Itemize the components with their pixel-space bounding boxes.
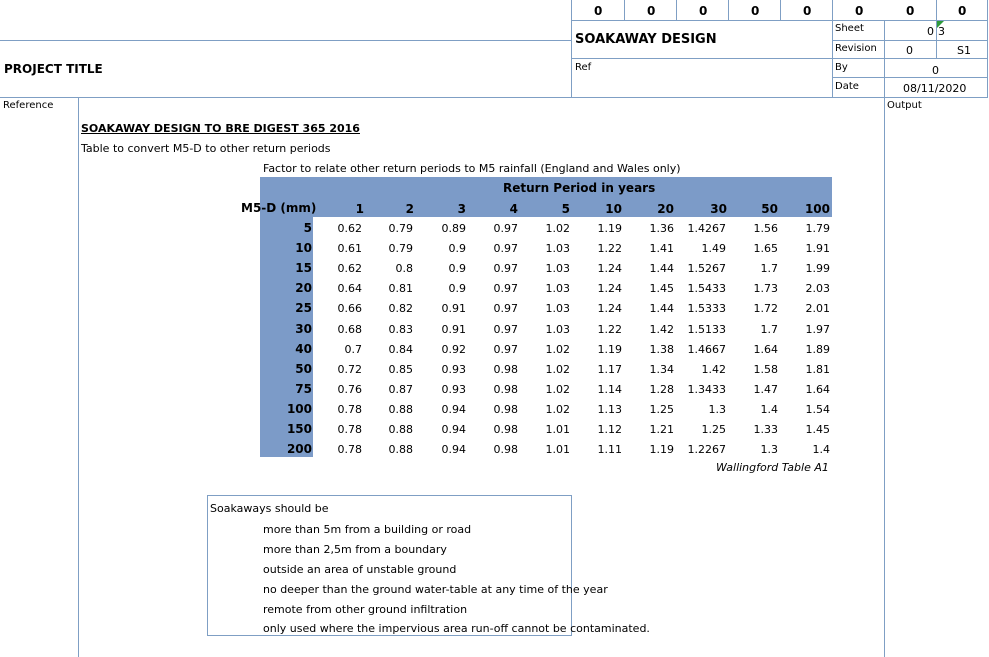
factor-cell[interactable]: 1.7 [760, 262, 778, 275]
factor-cell[interactable]: 0.89 [441, 222, 466, 235]
factor-cell[interactable]: 1.33 [753, 423, 778, 436]
factor-cell[interactable]: 0.72 [337, 363, 362, 376]
factor-cell[interactable]: 0.88 [388, 443, 413, 456]
by-label: By [835, 62, 848, 73]
factor-cell[interactable]: 1.81 [805, 363, 830, 376]
factor-cell[interactable]: 1.03 [545, 323, 570, 336]
factor-cell[interactable]: 1.25 [701, 423, 726, 436]
factor-cell[interactable]: 0.98 [493, 443, 518, 456]
factor-cell[interactable]: 0.94 [441, 443, 466, 456]
factor-cell[interactable]: 0.81 [388, 282, 413, 295]
factor-cell[interactable]: 1.91 [805, 242, 830, 255]
factor-cell[interactable]: 1.3433 [687, 383, 726, 396]
row-m5d-label: 200 [286, 442, 312, 456]
factor-cell[interactable]: 1.25 [649, 403, 674, 416]
factor-cell[interactable]: 0.88 [388, 403, 413, 416]
revision-value-b[interactable]: S1 [957, 44, 971, 57]
counter-sep [728, 0, 729, 20]
soakaway-rule: more than 5m from a building or road [263, 523, 472, 536]
factor-cell[interactable]: 0.78 [337, 403, 362, 416]
counter-sep [936, 0, 937, 20]
row-m5d-label: 50 [295, 362, 312, 376]
factor-cell[interactable]: 0.91 [441, 302, 466, 315]
counter-cell: 0 [699, 4, 708, 18]
factor-cell[interactable]: 1.64 [805, 383, 830, 396]
factor-cell[interactable]: 1.49 [701, 242, 726, 255]
reference-label: Reference [3, 100, 54, 111]
factor-cell[interactable]: 1.5333 [687, 302, 726, 315]
section-title: SOAKAWAY DESIGN TO BRE DIGEST 365 2016 [81, 122, 360, 135]
factor-cell[interactable]: 1.28 [649, 383, 674, 396]
factor-cell[interactable]: 0.64 [337, 282, 362, 295]
factor-cell[interactable]: 1.45 [805, 423, 830, 436]
factor-cell[interactable]: 1.01 [545, 423, 570, 436]
factor-cell[interactable]: 0.97 [493, 242, 518, 255]
titleblock-right-border [987, 0, 988, 97]
factor-cell[interactable]: 0.76 [337, 383, 362, 396]
factor-cell[interactable]: 1.65 [753, 242, 778, 255]
factor-cell[interactable]: 1.19 [597, 343, 622, 356]
factor-cell[interactable]: 0.97 [493, 323, 518, 336]
factor-cell[interactable]: 1.42 [649, 323, 674, 336]
counter-cell: 0 [647, 4, 656, 18]
factor-cell[interactable]: 0.97 [493, 302, 518, 315]
factor-cell[interactable]: 0.9 [448, 262, 466, 275]
m5d-header: M5-D (mm) [241, 201, 317, 215]
factor-cell[interactable]: 1.3 [760, 443, 778, 456]
sheet-value-b[interactable]: 3 [938, 25, 945, 38]
factor-cell[interactable]: 1.38 [649, 343, 674, 356]
factor-cell[interactable]: 0.98 [493, 363, 518, 376]
row-m5d-label: 100 [286, 402, 312, 416]
titleblock-row-rule [832, 77, 988, 78]
factor-cell[interactable]: 1.14 [597, 383, 622, 396]
column-header: 10 [605, 202, 622, 216]
factor-cell[interactable]: 1.17 [597, 363, 622, 376]
factor-cell[interactable]: 1.58 [753, 363, 778, 376]
factor-cell[interactable]: 1.03 [545, 242, 570, 255]
factor-cell[interactable]: 1.45 [649, 282, 674, 295]
factor-cell[interactable]: 0.88 [388, 423, 413, 436]
row-m5d-label: 150 [286, 422, 312, 436]
row-m5d-label: 20 [295, 281, 312, 295]
factor-cell[interactable]: 0.87 [388, 383, 413, 396]
titleblock-row-rule [832, 40, 988, 41]
factor-cell[interactable]: 1.03 [545, 302, 570, 315]
factor-cell[interactable]: 1.03 [545, 282, 570, 295]
column-header: 1 [355, 202, 364, 216]
counter-sep [624, 0, 625, 20]
counter-cell: 0 [751, 4, 760, 18]
factor-cell[interactable]: 1.03 [545, 262, 570, 275]
factor-cell[interactable]: 1.02 [545, 403, 570, 416]
column-header: 4 [509, 202, 518, 216]
factor-cell[interactable]: 0.94 [441, 423, 466, 436]
factor-cell[interactable]: 1.19 [597, 222, 622, 235]
soakaway-rule: no deeper than the ground water-table at any time of the year [263, 583, 608, 596]
factor-cell[interactable]: 0.97 [493, 262, 518, 275]
soakaway-rule: only used where the impervious area run-off cannot be contaminated. [263, 622, 650, 635]
factor-cell[interactable]: 0.98 [493, 423, 518, 436]
counter-sep [676, 0, 677, 20]
factor-cell[interactable]: 1.11 [597, 443, 622, 456]
factor-cell[interactable]: 1.36 [649, 222, 674, 235]
table-caption: Factor to relate other return periods to M5 rainfall (England and Wales only) [263, 162, 681, 175]
sheet-label: Sheet [835, 23, 864, 34]
factor-cell[interactable]: 1.02 [545, 343, 570, 356]
date-value[interactable]: 08/11/2020 [903, 82, 967, 95]
factor-cell[interactable]: 0.93 [441, 363, 466, 376]
ref-label: Ref [575, 62, 592, 73]
factor-cell[interactable]: 1.4 [812, 443, 830, 456]
factor-cell[interactable]: 0.91 [441, 323, 466, 336]
factor-cell[interactable]: 1.7 [760, 323, 778, 336]
factor-cell[interactable]: 0.94 [441, 403, 466, 416]
table-source: Wallingford Table A1 [716, 461, 829, 474]
counter-cell: 0 [803, 4, 812, 18]
factor-cell[interactable]: 1.2267 [687, 443, 726, 456]
counter-sep [780, 0, 781, 20]
factor-cell[interactable]: 1.47 [753, 383, 778, 396]
titleblock-divider [832, 0, 833, 97]
factor-cell[interactable]: 1.5133 [687, 323, 726, 336]
row-m5d-label: 5 [303, 221, 312, 235]
factor-cell[interactable]: 0.98 [493, 403, 518, 416]
row-m5d-label: 75 [295, 382, 312, 396]
factor-cell[interactable]: 1.12 [597, 423, 622, 436]
return-period-header: Return Period in years [503, 181, 656, 195]
factor-cell[interactable]: 0.84 [388, 343, 413, 356]
factor-cell[interactable]: 1.41 [649, 242, 674, 255]
counter-cell: 0 [594, 4, 603, 18]
factor-cell[interactable]: 1.22 [597, 242, 622, 255]
factor-cell[interactable]: 0.79 [388, 222, 413, 235]
factor-cell[interactable]: 1.56 [753, 222, 778, 235]
factor-cell[interactable]: 1.73 [753, 282, 778, 295]
factor-cell[interactable]: 0.92 [441, 343, 466, 356]
factor-cell[interactable]: 2.01 [805, 302, 830, 315]
factor-cell[interactable]: 1.44 [649, 302, 674, 315]
factor-cell[interactable]: 1.24 [597, 262, 622, 275]
soakaway-rule: remote from other ground infiltration [263, 603, 468, 616]
factor-cell[interactable]: 0.93 [441, 383, 466, 396]
factor-cell[interactable]: 1.72 [753, 302, 778, 315]
factor-cell[interactable]: 1.21 [649, 423, 674, 436]
column-header: 30 [710, 202, 727, 216]
factor-cell[interactable]: 1.42 [701, 363, 726, 376]
factor-cell[interactable]: 0.68 [337, 323, 362, 336]
date-label: Date [835, 81, 859, 92]
reference-column-rule [78, 97, 79, 657]
counter-cell: 0 [906, 4, 915, 18]
section-subtitle: Table to convert M5-D to other return periods [81, 142, 331, 155]
factor-cell[interactable]: 1.02 [545, 222, 570, 235]
factor-cell[interactable]: 1.5433 [687, 282, 726, 295]
factor-cell[interactable]: 1.24 [597, 302, 622, 315]
sheet-value-a[interactable]: 0 [927, 25, 934, 38]
project-title: PROJECT TITLE [4, 62, 103, 76]
factor-cell[interactable]: 1.34 [649, 363, 674, 376]
column-header: 5 [561, 202, 570, 216]
factor-cell[interactable]: 0.61 [337, 242, 362, 255]
factor-cell[interactable]: 1.54 [805, 403, 830, 416]
factor-cell[interactable]: 1.02 [545, 363, 570, 376]
factor-cell[interactable]: 1.13 [597, 403, 622, 416]
factor-cell[interactable]: 0.97 [493, 282, 518, 295]
factor-cell[interactable]: 0.78 [337, 423, 362, 436]
factor-cell[interactable]: 1.4267 [687, 222, 726, 235]
column-header: 50 [761, 202, 778, 216]
factor-cell[interactable]: 0.9 [448, 242, 466, 255]
counter-cell: 0 [958, 4, 967, 18]
factor-cell[interactable]: 1.79 [805, 222, 830, 235]
row-m5d-label: 40 [295, 342, 312, 356]
revision-value-a[interactable]: 0 [906, 44, 913, 57]
titleblock-top-rule [571, 20, 988, 21]
revision-label: Revision [835, 43, 877, 54]
column-header: 20 [657, 202, 674, 216]
factor-cell[interactable]: 0.66 [337, 302, 362, 315]
row-m5d-label: 25 [295, 301, 312, 315]
factor-cell[interactable]: 1.89 [805, 343, 830, 356]
factor-cell[interactable]: 0.83 [388, 323, 413, 336]
factor-cell[interactable]: 0.7 [344, 343, 362, 356]
factor-cell[interactable]: 1.22 [597, 323, 622, 336]
factor-cell[interactable]: 1.97 [805, 323, 830, 336]
factor-cell[interactable]: 0.62 [337, 262, 362, 275]
column-header: 2 [405, 202, 414, 216]
factor-cell[interactable]: 1.19 [649, 443, 674, 456]
factor-cell[interactable]: 2.03 [805, 282, 830, 295]
factor-cell[interactable]: 0.85 [388, 363, 413, 376]
counter-cell: 0 [855, 4, 864, 18]
factor-cell[interactable]: 0.9 [448, 282, 466, 295]
factor-cell[interactable]: 0.97 [493, 343, 518, 356]
factor-cell[interactable]: 0.97 [493, 222, 518, 235]
factor-cell[interactable]: 1.64 [753, 343, 778, 356]
titleblock-left-border [571, 0, 572, 97]
factor-cell[interactable]: 1.4667 [687, 343, 726, 356]
factor-cell[interactable]: 1.99 [805, 262, 830, 275]
titleblock-mid-rule [0, 40, 571, 41]
factor-cell[interactable]: 0.8 [395, 262, 413, 275]
column-header-row [0, 198, 989, 216]
factor-cell[interactable]: 1.44 [649, 262, 674, 275]
output-column-rule [884, 97, 885, 657]
comment-marker-icon[interactable] [937, 21, 944, 28]
soakaway-rule: more than 2,5m from a boundary [263, 543, 447, 556]
row-m5d-label: 15 [295, 261, 312, 275]
factor-cell[interactable]: 1.3 [708, 403, 726, 416]
soakaway-rule: outside an area of unstable ground [263, 563, 457, 576]
titleblock-bottom-rule [0, 97, 988, 98]
output-label: Output [887, 100, 922, 111]
factor-cell[interactable]: 1.24 [597, 282, 622, 295]
column-header: 3 [457, 202, 466, 216]
factor-cell[interactable]: 0.78 [337, 443, 362, 456]
by-value[interactable]: 0 [932, 64, 939, 77]
factor-cell[interactable]: 1.4 [760, 403, 778, 416]
factor-cell[interactable]: 0.98 [493, 383, 518, 396]
factor-cell[interactable]: 0.79 [388, 242, 413, 255]
factor-cell[interactable]: 1.5267 [687, 262, 726, 275]
soakaway-heading: Soakaways should be [210, 502, 329, 515]
factor-cell[interactable]: 0.82 [388, 302, 413, 315]
column-header: 100 [804, 202, 830, 216]
factor-cell[interactable]: 0.62 [337, 222, 362, 235]
row-m5d-label: 10 [295, 241, 312, 255]
factor-cell[interactable]: 1.01 [545, 443, 570, 456]
document-title: SOAKAWAY DESIGN [575, 32, 717, 47]
row-m5d-label: 30 [295, 322, 312, 336]
titleblock-ref-rule [571, 58, 988, 59]
factor-cell[interactable]: 1.02 [545, 383, 570, 396]
